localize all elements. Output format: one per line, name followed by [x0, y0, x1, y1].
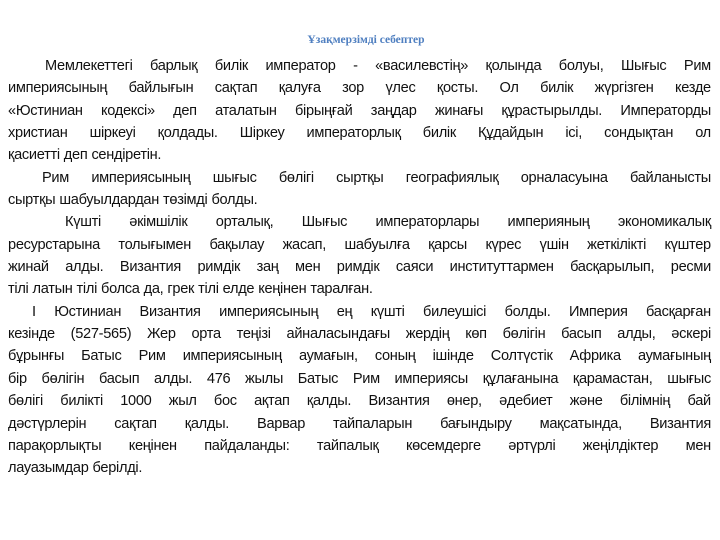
word: Құдайдын: [478, 125, 544, 142]
word: орналасуына: [520, 169, 608, 186]
word: өнер,: [446, 393, 482, 410]
word: қалуға: [278, 80, 321, 97]
word: бір: [8, 370, 27, 387]
word: жеңілдіктер: [582, 437, 659, 454]
word: Мемлекеттегі: [45, 58, 133, 74]
word: таралған.: [310, 281, 373, 298]
word: кезде: [675, 80, 711, 97]
word: бақылау: [209, 236, 265, 253]
word: шығыс: [667, 370, 711, 387]
text-line: [8, 211, 711, 233]
word: Императорды: [620, 102, 711, 119]
word: тілі: [76, 281, 98, 298]
word: сыртқы: [336, 169, 384, 186]
word: императорлық: [306, 125, 401, 142]
word: Юстиниан: [54, 303, 122, 320]
word: Византия: [368, 393, 430, 410]
word: алды,: [617, 326, 656, 343]
word: билік: [540, 80, 574, 97]
text-line: [8, 256, 711, 278]
word: кеңінен: [258, 281, 307, 298]
word: жеткілікті: [587, 236, 647, 253]
word: билікті: [60, 393, 103, 410]
word: көп: [465, 326, 487, 343]
word: білімнің: [619, 393, 671, 410]
word: мақсатында,: [539, 415, 622, 432]
word: аумағын,: [298, 348, 358, 365]
word: үшін: [539, 236, 569, 253]
word: заңдар: [370, 102, 417, 119]
word: мен: [685, 437, 711, 454]
word: басқарған: [646, 303, 711, 320]
word: мен: [295, 259, 321, 276]
word: император: [265, 58, 336, 74]
word: төзімді: [163, 192, 208, 209]
word: қосты.: [436, 80, 479, 97]
word: барлық: [150, 58, 198, 74]
word: бағындыру: [440, 415, 512, 432]
text-line: [8, 345, 711, 367]
word: кодексі»: [101, 102, 155, 119]
word: латын: [32, 281, 73, 298]
word: -: [353, 58, 358, 74]
word: (527-565): [70, 326, 132, 343]
word: алды.: [65, 259, 104, 276]
word: Ол: [499, 80, 519, 97]
word: тайпаларын: [332, 415, 413, 432]
paragraph-3: [8, 211, 711, 300]
word: қолында: [485, 58, 542, 74]
text-line: [8, 167, 711, 189]
word: шығыс: [212, 169, 257, 186]
word: империясының: [219, 303, 319, 320]
paragraph-1: [8, 55, 711, 167]
word: империясының: [91, 169, 191, 186]
word: бай: [687, 393, 711, 410]
word: кезінде: [8, 326, 55, 343]
word: орталық,: [215, 214, 274, 231]
word: Рим: [138, 348, 166, 365]
word: сақтап: [114, 415, 157, 432]
word: алды.: [154, 370, 193, 387]
text-line: [8, 413, 711, 435]
word: географиялық: [405, 169, 499, 186]
word: аталатын: [215, 102, 277, 119]
word: жинағы: [434, 102, 484, 119]
text-line: [8, 301, 711, 323]
word: қарсы: [428, 236, 467, 253]
word: әртүрлі: [508, 437, 556, 454]
word: дәстүрлерін: [8, 415, 87, 432]
word: экономикалық: [617, 214, 711, 231]
text-line: [8, 189, 711, 211]
word: грек: [167, 281, 195, 298]
word: бос: [213, 393, 237, 410]
word: институттармен: [449, 259, 554, 276]
word: «Юстиниан: [8, 102, 83, 119]
word: әдебиет: [499, 393, 553, 410]
word: Рим: [352, 370, 380, 387]
word: бөлігі: [8, 393, 43, 410]
word: ақтап: [254, 393, 290, 410]
word: болуы,: [558, 58, 604, 74]
word: тілі: [8, 281, 29, 298]
word: заң: [256, 259, 279, 276]
word: Батыс: [297, 370, 339, 387]
text-line: [8, 278, 711, 300]
word: қалды.: [306, 393, 352, 410]
word: империясының: [182, 348, 282, 365]
word: орта: [191, 326, 221, 343]
word: I: [32, 303, 36, 320]
text-line: [8, 122, 711, 144]
word: сыртқы: [8, 192, 56, 209]
word: елде: [222, 281, 255, 298]
word: Африка: [569, 348, 621, 365]
word: сендіретін.: [91, 147, 162, 164]
word: билеушісі: [423, 303, 487, 320]
word: ең: [336, 303, 353, 320]
text-line: [8, 457, 711, 479]
word: құрастырылды.: [501, 102, 603, 119]
word: әскері: [671, 326, 711, 343]
word: Византия: [139, 303, 201, 320]
text-line: [8, 144, 711, 166]
word: империясы: [394, 370, 468, 387]
text-line: [8, 55, 711, 77]
word: толығымен: [118, 236, 191, 253]
word: кеңінен: [128, 437, 177, 454]
text-line: [8, 435, 711, 457]
text-line: [8, 368, 711, 390]
word: байланысты: [629, 169, 711, 186]
word: басып: [561, 326, 602, 343]
word: билік: [422, 125, 456, 142]
word: болса: [101, 281, 140, 298]
word: шабуылға: [344, 236, 410, 253]
word: басқарылып,: [570, 259, 655, 276]
word: әкімшілік: [129, 214, 188, 231]
word: бөлігі: [278, 169, 314, 186]
word: көсемдерге: [406, 437, 481, 454]
word: теңізі: [236, 326, 271, 343]
text-line: [8, 100, 711, 122]
word: басып: [98, 370, 140, 387]
word: Рим: [42, 169, 70, 186]
paragraph-4: [8, 301, 711, 480]
word: Батыс: [81, 348, 122, 365]
word: жасап,: [282, 236, 327, 253]
text-line: [8, 77, 711, 99]
word: күштер: [664, 236, 711, 253]
word: айналасындағы: [286, 326, 390, 343]
word: бірыңғай: [295, 102, 353, 119]
word: қолдады.: [157, 125, 218, 142]
word: билік: [214, 58, 248, 74]
word: христиан: [8, 125, 68, 142]
word: Шіркеу: [239, 125, 285, 142]
word: сақтап: [214, 80, 258, 97]
word: болды.: [504, 303, 551, 320]
word: ресурстарына: [8, 236, 100, 253]
word: «василевстің»: [375, 58, 469, 74]
word: жүргізген: [594, 80, 654, 97]
word: да,: [143, 281, 164, 298]
word: Солтүстік: [490, 348, 553, 365]
word: Рим: [683, 58, 711, 74]
word: Күшті: [65, 214, 101, 231]
word: байлығын: [128, 80, 194, 97]
word: Византия: [649, 415, 711, 432]
word: Империя: [568, 303, 628, 320]
word: ісі,: [565, 125, 582, 142]
word: құлағанына: [482, 370, 559, 387]
word: жердің: [405, 326, 450, 343]
word: болды.: [211, 192, 258, 209]
word: жинай: [8, 259, 49, 276]
word: зор: [342, 80, 365, 97]
word: деп: [63, 147, 88, 164]
word: ресми: [670, 259, 711, 276]
word: римдік: [197, 259, 241, 276]
word: қарамастан,: [572, 370, 653, 387]
word: 476: [206, 370, 231, 387]
word: империясының: [8, 80, 108, 97]
word: саяси: [395, 259, 434, 276]
document-body: [8, 55, 711, 480]
word: Варвар: [257, 415, 306, 432]
word: және: [569, 393, 603, 410]
word: күрес: [485, 236, 522, 253]
word: жыл: [168, 393, 197, 410]
word: тайпалық: [316, 437, 379, 454]
word: сондықтан: [604, 125, 674, 142]
word: 1000: [120, 393, 152, 410]
word: деп: [173, 102, 197, 119]
text-line: [8, 390, 711, 412]
word: римдік: [336, 259, 380, 276]
paragraph-2: [8, 167, 711, 212]
word: пайдаланды:: [204, 437, 290, 454]
word: шабуылдардан: [59, 192, 160, 209]
word: бөлігін: [502, 326, 546, 343]
word: жылы: [245, 370, 284, 387]
word: бұрынғы: [8, 348, 65, 365]
word: қасиетті: [8, 147, 60, 164]
text-line: [8, 323, 711, 345]
word: Византия: [119, 259, 181, 276]
word: императорлары: [375, 214, 480, 231]
word: соның: [374, 348, 416, 365]
section-title: Ұзақмерзімді себептер: [307, 34, 425, 46]
word: бөлігін: [41, 370, 85, 387]
word: аумағының: [637, 348, 711, 365]
word: шіркеуі: [89, 125, 136, 142]
word: парақорлықты: [8, 437, 102, 454]
word: ол: [695, 125, 711, 142]
word: тілі: [198, 281, 219, 298]
word: империяның: [507, 214, 590, 231]
word: берілді.: [92, 460, 143, 477]
word: Жер: [147, 326, 176, 343]
word: ішінде: [432, 348, 474, 365]
word: қалды.: [184, 415, 230, 432]
word: Шығыс: [301, 214, 348, 231]
word: лауазымдар: [8, 460, 89, 477]
word: үлес: [385, 80, 416, 97]
word: күшті: [370, 303, 405, 320]
word: Шығыс: [620, 58, 667, 74]
text-line: [8, 234, 711, 256]
